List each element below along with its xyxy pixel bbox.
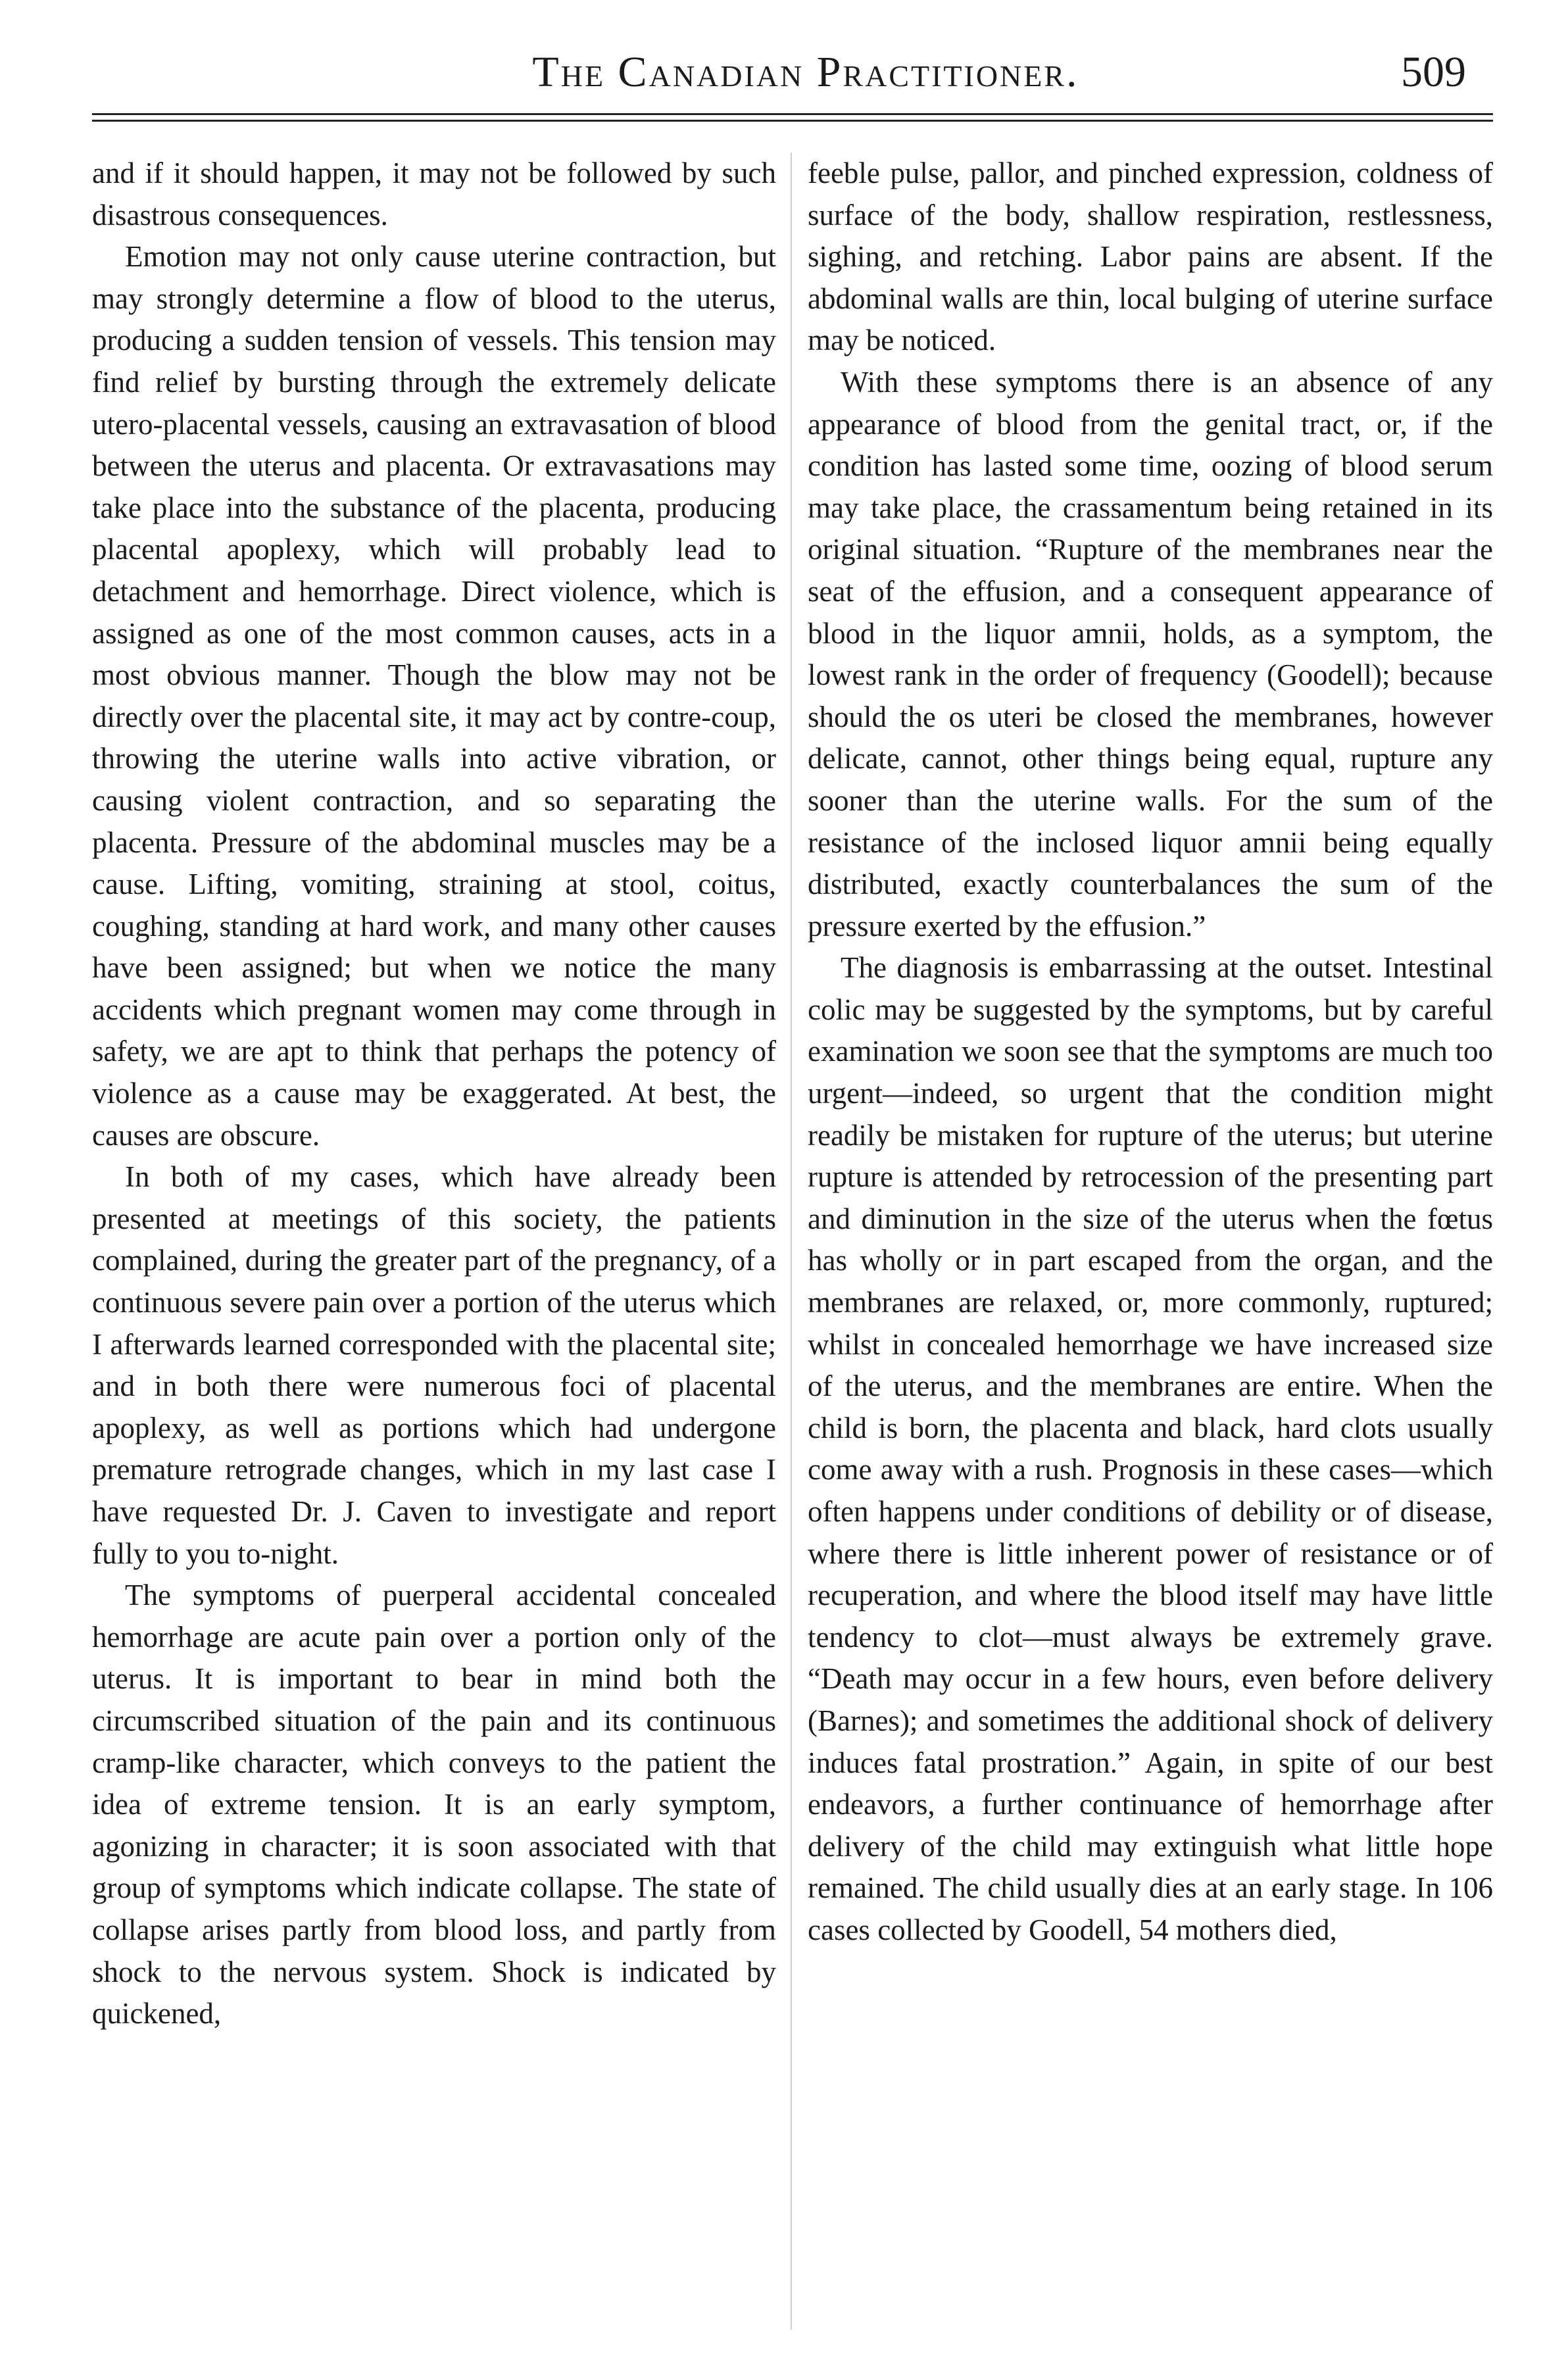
right-column [808,153,1493,1952]
header-rule-bottom [92,120,1493,122]
paragraph: feeble pulse, pallor, and pinched expression, coldness of surface of the body, shallow respiration, restlessness, sighing, and retching. Labor pains are absent. If the abdominal walls are thin, local bulging of uterine surface may be noticed. [808,157,1493,357]
paragraph: The symptoms of puerperal accidental concealed hemorrhage are acute pain over a portion only of the uterus. It is important to bear in mind both the circumscribed situation of the pain and its continuous cramp-like character, which conveys to the patient the idea of extreme tension. It is an early symptom, agonizing in character; it is soon associated with that group of symptoms which indicate collapse. The state of collapse arises partly from blood loss, and partly from shock to the nervous system. Shock is indicated by quickened, [92,1579,776,2030]
page-header [0,34,1568,113]
paragraph: With these symptoms there is an absence of any appearance of blood from the genital tract, or, if the condition has lasted some time, oozing of blood serum may take place, the crassamentum being retained in its original situation. “Rupture of the membranes near the seat of the effusion, and a consequent appearance of blood in the liquor amnii, holds, as a symptom, the lowest rank in the order of frequency (Goodell); because should the os uteri be closed the membranes, however delicate, cannot, other things being equal, rupture any sooner than the uterine walls. For the sum of the resistance of the inclosed liquor amnii being equally distributed, exactly counterbalances the sum of the pressure exerted by the effusion.” [808,365,1493,943]
running-head-title: The Canadian Practitioner. [532,48,1079,96]
left-column [92,153,776,2035]
paragraph: Emotion may not only cause uterine contraction, but may strongly determine a flow of blood to the uterus, producing a sudden tension of vessels. This tension may find relief by bursting through the extremely delicate utero-placental vessels, causing an extravasation of blood between the uterus and placenta. Or extravasations may take place into the substance of the placenta, producing placental apoplexy, which will probably lead to detachment and hemorrhage. Direct violence, which is assigned as one of the most common causes, acts in a most obvious manner. Though the blow may not be directly over the placental site, it may act by contre-coup, throwing the uterine walls into active vibration, or causing violent contraction, and so separating the placenta. Pressure of the abdominal muscles may be a cause. Lifting, vomiting, straining at stool, coitus, coughing, standing at hard work, and many other causes have been assigned; but when we notice the many accidents which pregnant women may come through in safety, we are apt to think that perhaps the potency of violence as a cause may be exaggerated. At best, the causes are obscure. [92,240,776,1152]
paragraph: In both of my cases, which have already been presented at meetings of this society, the patients complained, during the greater part of the pregnancy, of a continuous severe pain over a portion of the uterus which I afterwards learned corresponded with the placental site; and in both there were numerous foci of placental apoplexy, as well as portions which had undergone premature retrograde changes, which in my last case I have requested Dr. J. Caven to investigate and report fully to you to-night. [92,1160,776,1570]
paragraph: and if it should happen, it may not be followed by such disastrous consequences. [92,157,776,232]
paragraph: The diagnosis is embarrassing at the outset. Intestinal colic may be suggested by the symptoms, but by careful examination we soon see that the symptoms are much too urgent—indeed, so urgent that the condition might readily be mistaken for rupture of the uterus; but uterine rupture is attended by retrocession of the presenting part and diminution in the size of the uterus when the fœtus has wholly or in part escaped from the organ, and the membranes are relaxed, or, more commonly, ruptured; whilst in concealed hemorrhage we have increased size of the uterus, and the membranes are entire. When the child is born, the placenta and black, hard clots usually come away with a rush. Prognosis in these cases—which often happens under conditions of debility or of disease, where there is little inherent power of resistance or of recuperation, and where the blood itself may have little tendency to clot—must always be extremely grave. “Death may occur in a few hours, even before delivery (Barnes); and sometimes the additional shock of delivery induces fatal prostration.” Again, in spite of our best endeavors, a further continuance of hemorrhage after delivery of the child may extinguish what little hope remained. The child usually dies at an early stage. In 106 cases collected by Goodell, 54 mothers died, [808,951,1493,1946]
header-rule-top [92,113,1493,115]
column-divider [791,153,792,2330]
page-number: 509 [1401,48,1466,96]
